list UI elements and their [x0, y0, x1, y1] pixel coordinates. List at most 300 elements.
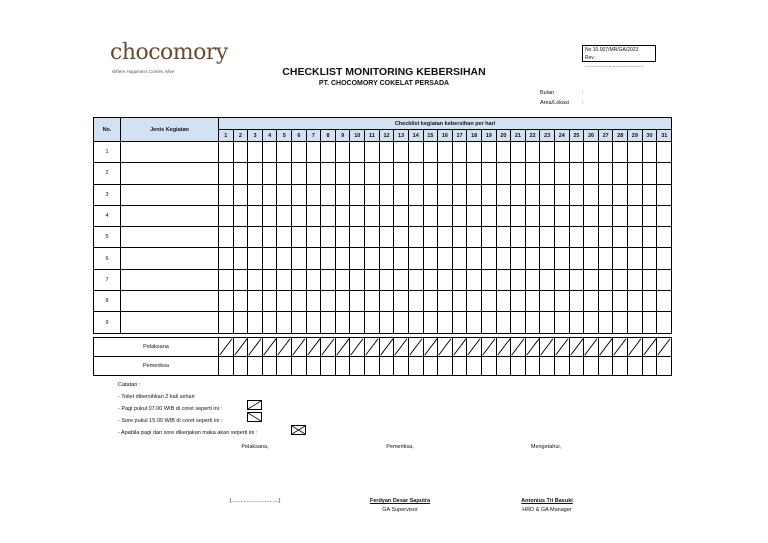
day-check-cell[interactable] — [306, 205, 321, 226]
day-check-cell[interactable] — [423, 248, 438, 269]
day-check-cell[interactable] — [642, 312, 657, 333]
day-check-cell[interactable] — [408, 291, 423, 312]
day-check-cell[interactable] — [394, 248, 409, 269]
signature-cell[interactable] — [657, 338, 672, 357]
day-check-cell[interactable] — [321, 205, 336, 226]
day-check-cell[interactable] — [262, 142, 277, 163]
day-check-cell[interactable] — [540, 227, 555, 248]
day-check-cell[interactable] — [423, 269, 438, 290]
signature-cell[interactable] — [248, 357, 263, 376]
day-check-cell[interactable] — [569, 248, 584, 269]
day-check-cell[interactable] — [248, 291, 263, 312]
day-check-cell[interactable] — [423, 291, 438, 312]
day-check-cell[interactable] — [306, 248, 321, 269]
day-check-cell[interactable] — [540, 163, 555, 184]
day-check-cell[interactable] — [657, 142, 672, 163]
day-check-cell[interactable] — [569, 142, 584, 163]
day-check-cell[interactable] — [657, 184, 672, 205]
day-check-cell[interactable] — [350, 163, 365, 184]
day-check-cell[interactable] — [248, 269, 263, 290]
signature-cell[interactable] — [408, 357, 423, 376]
day-check-cell[interactable] — [613, 142, 628, 163]
day-check-cell[interactable] — [452, 184, 467, 205]
day-check-cell[interactable] — [628, 142, 643, 163]
day-check-cell[interactable] — [321, 163, 336, 184]
signature-cell[interactable] — [467, 357, 482, 376]
day-check-cell[interactable] — [481, 312, 496, 333]
day-check-cell[interactable] — [598, 312, 613, 333]
day-check-cell[interactable] — [584, 312, 599, 333]
day-check-cell[interactable] — [365, 205, 380, 226]
day-check-cell[interactable] — [569, 227, 584, 248]
day-check-cell[interactable] — [379, 269, 394, 290]
signature-cell[interactable] — [262, 338, 277, 357]
day-check-cell[interactable] — [467, 291, 482, 312]
day-check-cell[interactable] — [525, 205, 540, 226]
signature-cell[interactable] — [233, 338, 248, 357]
activity-cell[interactable] — [121, 291, 219, 312]
day-check-cell[interactable] — [219, 184, 234, 205]
day-check-cell[interactable] — [262, 291, 277, 312]
day-check-cell[interactable] — [481, 205, 496, 226]
day-check-cell[interactable] — [584, 248, 599, 269]
day-check-cell[interactable] — [394, 142, 409, 163]
day-check-cell[interactable] — [438, 227, 453, 248]
day-check-cell[interactable] — [511, 291, 526, 312]
day-check-cell[interactable] — [511, 269, 526, 290]
day-check-cell[interactable] — [657, 248, 672, 269]
day-check-cell[interactable] — [350, 291, 365, 312]
day-check-cell[interactable] — [584, 205, 599, 226]
day-check-cell[interactable] — [525, 248, 540, 269]
day-check-cell[interactable] — [657, 312, 672, 333]
activity-cell[interactable] — [121, 312, 219, 333]
day-check-cell[interactable] — [613, 248, 628, 269]
day-check-cell[interactable] — [277, 184, 292, 205]
day-check-cell[interactable] — [365, 184, 380, 205]
day-check-cell[interactable] — [496, 269, 511, 290]
day-check-cell[interactable] — [496, 205, 511, 226]
day-check-cell[interactable] — [408, 312, 423, 333]
signature-cell[interactable] — [335, 357, 350, 376]
day-check-cell[interactable] — [394, 227, 409, 248]
day-check-cell[interactable] — [628, 248, 643, 269]
day-check-cell[interactable] — [379, 205, 394, 226]
day-check-cell[interactable] — [555, 227, 570, 248]
signature-cell[interactable] — [642, 338, 657, 357]
day-check-cell[interactable] — [496, 163, 511, 184]
day-check-cell[interactable] — [408, 163, 423, 184]
day-check-cell[interactable] — [233, 142, 248, 163]
day-check-cell[interactable] — [569, 269, 584, 290]
signature-cell[interactable] — [569, 357, 584, 376]
day-check-cell[interactable] — [481, 142, 496, 163]
day-check-cell[interactable] — [321, 142, 336, 163]
day-check-cell[interactable] — [452, 312, 467, 333]
day-check-cell[interactable] — [598, 205, 613, 226]
day-check-cell[interactable] — [306, 163, 321, 184]
day-check-cell[interactable] — [219, 142, 234, 163]
day-check-cell[interactable] — [423, 142, 438, 163]
signature-cell[interactable] — [584, 357, 599, 376]
day-check-cell[interactable] — [481, 248, 496, 269]
signature-cell[interactable] — [365, 357, 380, 376]
day-check-cell[interactable] — [569, 184, 584, 205]
day-check-cell[interactable] — [219, 291, 234, 312]
signature-cell[interactable] — [292, 338, 307, 357]
signature-cell[interactable] — [219, 338, 234, 357]
day-check-cell[interactable] — [262, 163, 277, 184]
signature-cell[interactable] — [598, 338, 613, 357]
day-check-cell[interactable] — [613, 227, 628, 248]
day-check-cell[interactable] — [540, 312, 555, 333]
signature-cell[interactable] — [496, 338, 511, 357]
day-check-cell[interactable] — [277, 142, 292, 163]
day-check-cell[interactable] — [584, 227, 599, 248]
day-check-cell[interactable] — [423, 205, 438, 226]
day-check-cell[interactable] — [555, 248, 570, 269]
signature-cell[interactable] — [628, 357, 643, 376]
day-check-cell[interactable] — [408, 227, 423, 248]
signature-cell[interactable] — [569, 338, 584, 357]
signature-cell[interactable] — [452, 338, 467, 357]
day-check-cell[interactable] — [525, 227, 540, 248]
day-check-cell[interactable] — [657, 291, 672, 312]
day-check-cell[interactable] — [613, 205, 628, 226]
day-check-cell[interactable] — [628, 184, 643, 205]
day-check-cell[interactable] — [613, 312, 628, 333]
day-check-cell[interactable] — [262, 312, 277, 333]
signature-cell[interactable] — [262, 357, 277, 376]
day-check-cell[interactable] — [628, 163, 643, 184]
day-check-cell[interactable] — [379, 142, 394, 163]
day-check-cell[interactable] — [438, 184, 453, 205]
day-check-cell[interactable] — [467, 227, 482, 248]
day-check-cell[interactable] — [262, 205, 277, 226]
day-check-cell[interactable] — [467, 248, 482, 269]
signature-cell[interactable] — [481, 338, 496, 357]
day-check-cell[interactable] — [262, 184, 277, 205]
day-check-cell[interactable] — [248, 142, 263, 163]
day-check-cell[interactable] — [467, 205, 482, 226]
day-check-cell[interactable] — [335, 312, 350, 333]
day-check-cell[interactable] — [496, 248, 511, 269]
day-check-cell[interactable] — [321, 269, 336, 290]
day-check-cell[interactable] — [598, 227, 613, 248]
day-check-cell[interactable] — [642, 184, 657, 205]
day-check-cell[interactable] — [306, 312, 321, 333]
day-check-cell[interactable] — [233, 163, 248, 184]
day-check-cell[interactable] — [628, 205, 643, 226]
day-check-cell[interactable] — [219, 163, 234, 184]
day-check-cell[interactable] — [394, 291, 409, 312]
day-check-cell[interactable] — [306, 184, 321, 205]
day-check-cell[interactable] — [569, 163, 584, 184]
day-check-cell[interactable] — [584, 142, 599, 163]
day-check-cell[interactable] — [511, 163, 526, 184]
day-check-cell[interactable] — [628, 312, 643, 333]
signature-cell[interactable] — [292, 357, 307, 376]
day-check-cell[interactable] — [365, 248, 380, 269]
signature-cell[interactable] — [628, 338, 643, 357]
day-check-cell[interactable] — [452, 227, 467, 248]
day-check-cell[interactable] — [394, 205, 409, 226]
signature-cell[interactable] — [350, 338, 365, 357]
signature-cell[interactable] — [394, 357, 409, 376]
day-check-cell[interactable] — [233, 312, 248, 333]
signature-cell[interactable] — [613, 338, 628, 357]
day-check-cell[interactable] — [642, 227, 657, 248]
day-check-cell[interactable] — [365, 142, 380, 163]
signature-cell[interactable] — [540, 338, 555, 357]
day-check-cell[interactable] — [452, 291, 467, 312]
day-check-cell[interactable] — [408, 205, 423, 226]
day-check-cell[interactable] — [496, 291, 511, 312]
day-check-cell[interactable] — [438, 142, 453, 163]
day-check-cell[interactable] — [511, 248, 526, 269]
day-check-cell[interactable] — [306, 291, 321, 312]
signature-cell[interactable] — [306, 357, 321, 376]
day-check-cell[interactable] — [657, 227, 672, 248]
day-check-cell[interactable] — [598, 269, 613, 290]
day-check-cell[interactable] — [481, 291, 496, 312]
day-check-cell[interactable] — [496, 227, 511, 248]
day-check-cell[interactable] — [262, 248, 277, 269]
day-check-cell[interactable] — [408, 184, 423, 205]
day-check-cell[interactable] — [408, 248, 423, 269]
day-check-cell[interactable] — [540, 248, 555, 269]
day-check-cell[interactable] — [642, 248, 657, 269]
signature-cell[interactable] — [248, 338, 263, 357]
day-check-cell[interactable] — [335, 269, 350, 290]
day-check-cell[interactable] — [306, 142, 321, 163]
day-check-cell[interactable] — [525, 163, 540, 184]
day-check-cell[interactable] — [321, 291, 336, 312]
day-check-cell[interactable] — [496, 184, 511, 205]
day-check-cell[interactable] — [394, 312, 409, 333]
day-check-cell[interactable] — [335, 291, 350, 312]
day-check-cell[interactable] — [379, 248, 394, 269]
signature-cell[interactable] — [642, 357, 657, 376]
day-check-cell[interactable] — [365, 269, 380, 290]
day-check-cell[interactable] — [584, 184, 599, 205]
signature-cell[interactable] — [481, 357, 496, 376]
day-check-cell[interactable] — [321, 312, 336, 333]
signature-cell[interactable] — [277, 338, 292, 357]
signature-cell[interactable] — [511, 338, 526, 357]
day-check-cell[interactable] — [292, 312, 307, 333]
day-check-cell[interactable] — [423, 184, 438, 205]
day-check-cell[interactable] — [219, 227, 234, 248]
day-check-cell[interactable] — [277, 163, 292, 184]
day-check-cell[interactable] — [335, 142, 350, 163]
signature-cell[interactable] — [555, 338, 570, 357]
day-check-cell[interactable] — [350, 142, 365, 163]
day-check-cell[interactable] — [467, 312, 482, 333]
day-check-cell[interactable] — [350, 227, 365, 248]
day-check-cell[interactable] — [613, 269, 628, 290]
day-check-cell[interactable] — [452, 163, 467, 184]
signature-cell[interactable] — [525, 338, 540, 357]
day-check-cell[interactable] — [628, 227, 643, 248]
day-check-cell[interactable] — [598, 248, 613, 269]
signature-cell[interactable] — [306, 338, 321, 357]
day-check-cell[interactable] — [525, 291, 540, 312]
day-check-cell[interactable] — [613, 163, 628, 184]
day-check-cell[interactable] — [219, 312, 234, 333]
signature-cell[interactable] — [496, 357, 511, 376]
day-check-cell[interactable] — [467, 163, 482, 184]
day-check-cell[interactable] — [292, 205, 307, 226]
day-check-cell[interactable] — [292, 227, 307, 248]
day-check-cell[interactable] — [379, 291, 394, 312]
signature-cell[interactable] — [350, 357, 365, 376]
day-check-cell[interactable] — [438, 248, 453, 269]
day-check-cell[interactable] — [335, 227, 350, 248]
day-check-cell[interactable] — [628, 269, 643, 290]
day-check-cell[interactable] — [219, 248, 234, 269]
day-check-cell[interactable] — [365, 163, 380, 184]
signature-cell[interactable] — [277, 357, 292, 376]
day-check-cell[interactable] — [262, 227, 277, 248]
day-check-cell[interactable] — [350, 184, 365, 205]
day-check-cell[interactable] — [467, 184, 482, 205]
day-check-cell[interactable] — [350, 269, 365, 290]
day-check-cell[interactable] — [540, 184, 555, 205]
signature-cell[interactable] — [438, 338, 453, 357]
day-check-cell[interactable] — [321, 227, 336, 248]
day-check-cell[interactable] — [511, 205, 526, 226]
day-check-cell[interactable] — [394, 269, 409, 290]
day-check-cell[interactable] — [555, 291, 570, 312]
day-check-cell[interactable] — [248, 163, 263, 184]
day-check-cell[interactable] — [321, 184, 336, 205]
day-check-cell[interactable] — [219, 205, 234, 226]
day-check-cell[interactable] — [598, 163, 613, 184]
day-check-cell[interactable] — [584, 269, 599, 290]
signature-cell[interactable] — [584, 338, 599, 357]
signature-cell[interactable] — [423, 338, 438, 357]
signature-cell[interactable] — [219, 357, 234, 376]
day-check-cell[interactable] — [233, 269, 248, 290]
day-check-cell[interactable] — [379, 184, 394, 205]
activity-cell[interactable] — [121, 142, 219, 163]
day-check-cell[interactable] — [277, 312, 292, 333]
day-check-cell[interactable] — [248, 227, 263, 248]
day-check-cell[interactable] — [438, 312, 453, 333]
day-check-cell[interactable] — [555, 205, 570, 226]
day-check-cell[interactable] — [628, 291, 643, 312]
day-check-cell[interactable] — [219, 269, 234, 290]
signature-cell[interactable] — [365, 338, 380, 357]
day-check-cell[interactable] — [496, 312, 511, 333]
day-check-cell[interactable] — [248, 248, 263, 269]
day-check-cell[interactable] — [277, 269, 292, 290]
day-check-cell[interactable] — [511, 142, 526, 163]
signature-cell[interactable] — [657, 357, 672, 376]
day-check-cell[interactable] — [452, 248, 467, 269]
day-check-cell[interactable] — [584, 291, 599, 312]
day-check-cell[interactable] — [525, 312, 540, 333]
day-check-cell[interactable] — [438, 205, 453, 226]
day-check-cell[interactable] — [379, 163, 394, 184]
signature-cell[interactable] — [379, 338, 394, 357]
signature-cell[interactable] — [540, 357, 555, 376]
day-check-cell[interactable] — [350, 248, 365, 269]
day-check-cell[interactable] — [555, 269, 570, 290]
day-check-cell[interactable] — [292, 291, 307, 312]
day-check-cell[interactable] — [467, 142, 482, 163]
day-check-cell[interactable] — [292, 248, 307, 269]
signature-cell[interactable] — [321, 338, 336, 357]
day-check-cell[interactable] — [657, 269, 672, 290]
signature-cell[interactable] — [452, 357, 467, 376]
day-check-cell[interactable] — [365, 312, 380, 333]
day-check-cell[interactable] — [540, 205, 555, 226]
day-check-cell[interactable] — [350, 312, 365, 333]
day-check-cell[interactable] — [233, 227, 248, 248]
signature-cell[interactable] — [408, 338, 423, 357]
day-check-cell[interactable] — [423, 312, 438, 333]
day-check-cell[interactable] — [394, 163, 409, 184]
day-check-cell[interactable] — [569, 291, 584, 312]
day-check-cell[interactable] — [642, 205, 657, 226]
signature-cell[interactable] — [233, 357, 248, 376]
day-check-cell[interactable] — [248, 184, 263, 205]
day-check-cell[interactable] — [598, 291, 613, 312]
day-check-cell[interactable] — [613, 291, 628, 312]
signature-cell[interactable] — [335, 338, 350, 357]
day-check-cell[interactable] — [423, 163, 438, 184]
day-check-cell[interactable] — [233, 291, 248, 312]
day-check-cell[interactable] — [511, 227, 526, 248]
day-check-cell[interactable] — [584, 163, 599, 184]
day-check-cell[interactable] — [657, 205, 672, 226]
signature-cell[interactable] — [394, 338, 409, 357]
day-check-cell[interactable] — [569, 205, 584, 226]
day-check-cell[interactable] — [438, 291, 453, 312]
day-check-cell[interactable] — [481, 269, 496, 290]
day-check-cell[interactable] — [525, 142, 540, 163]
day-check-cell[interactable] — [335, 163, 350, 184]
day-check-cell[interactable] — [525, 184, 540, 205]
signature-cell[interactable] — [613, 357, 628, 376]
day-check-cell[interactable] — [481, 227, 496, 248]
day-check-cell[interactable] — [306, 227, 321, 248]
day-check-cell[interactable] — [598, 184, 613, 205]
day-check-cell[interactable] — [642, 163, 657, 184]
day-check-cell[interactable] — [394, 184, 409, 205]
day-check-cell[interactable] — [540, 142, 555, 163]
day-check-cell[interactable] — [292, 184, 307, 205]
day-check-cell[interactable] — [262, 269, 277, 290]
day-check-cell[interactable] — [423, 227, 438, 248]
day-check-cell[interactable] — [365, 227, 380, 248]
day-check-cell[interactable] — [555, 163, 570, 184]
day-check-cell[interactable] — [598, 142, 613, 163]
activity-cell[interactable] — [121, 163, 219, 184]
day-check-cell[interactable] — [438, 269, 453, 290]
day-check-cell[interactable] — [335, 205, 350, 226]
signature-cell[interactable] — [321, 357, 336, 376]
activity-cell[interactable] — [121, 269, 219, 290]
activity-cell[interactable] — [121, 184, 219, 205]
day-check-cell[interactable] — [452, 269, 467, 290]
day-check-cell[interactable] — [277, 291, 292, 312]
signature-cell[interactable] — [423, 357, 438, 376]
day-check-cell[interactable] — [511, 184, 526, 205]
day-check-cell[interactable] — [555, 142, 570, 163]
